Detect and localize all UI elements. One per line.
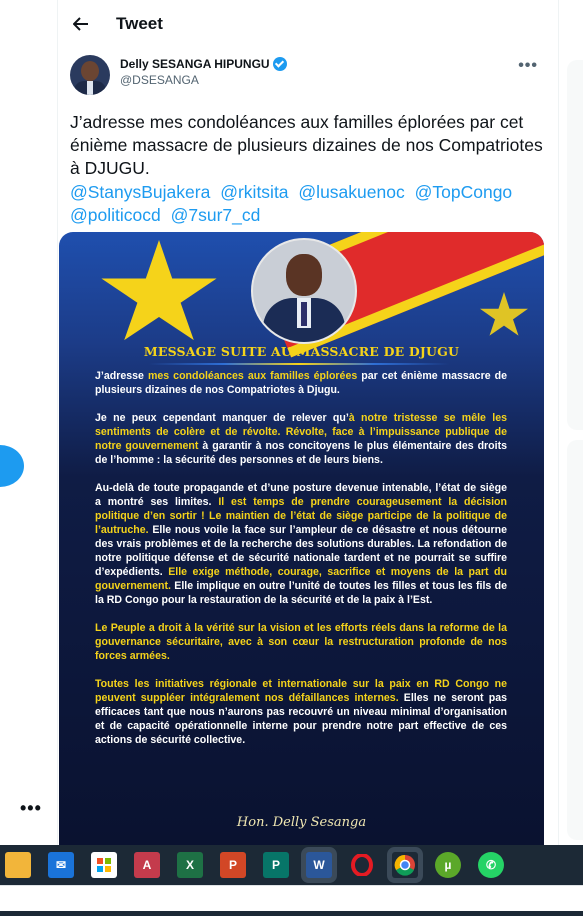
sidebar-card bbox=[567, 60, 583, 430]
poster-paragraph: Au-delà de toute propagande et d’une posture devenue intenable, l’état de siège a montré ses limites. Il est temps de prendre courageusement la décision politique d’en sortir ! Le maintien de l’état de siège participe de la politique de l’autruche. Elle nous voile la face sur l’ampleur de ce désastre et nous détourne des vrais problèmes et de la recherche des solutions durables. La refondation de notre politique défense et de sécurité nationale tardent et ne pourrait se suffire d’expédients. Elle exige méthode, courage, sacrifice et moyens de la part du gouvernement. Elle implique en outre l’unité de toutes les filles et tous les fils de la RD Congo pour la restauration de la sécurité et de la paix à l’Est. bbox=[95, 482, 507, 606]
excel-icon[interactable]: X bbox=[177, 852, 203, 878]
right-sidebar bbox=[567, 0, 583, 845]
poster-paragraph: Je ne peux cependant manquer de relever qu’à notre tristesse se mêle les sentiments de colère et de révolte. Révolte, face à l’impuissance publique de notre gouvernement à garantir à nos concitoyens le plus élémentaire des droits de l’homme : la sécurité des personnes et de leurs biens. bbox=[95, 412, 507, 466]
mention-link[interactable]: @politicocd bbox=[70, 205, 161, 225]
tweet-text: J’adresse mes condoléances aux familles éplorées par cet énième massacre de plusieurs dizaines de nos Compatriotes à DJUGU. bbox=[70, 112, 543, 178]
poster-paragraph: Toutes les initiatives régionale et internationale sur la paix en RD Congo ne peuvent suppléer intégralement nos défaillances internes. Elles ne seront pas efficaces tant que nous n’aurons pas recouvré un niveau minimal d’organisation et de capacité opérationnelle interne pour prendre notre part effective de ces actions de sécurité collective. bbox=[95, 678, 507, 746]
store-icon[interactable] bbox=[91, 852, 117, 878]
poster-paragraph: Le Peuple a droit à la vérité sur la vision et les efforts réels dans la reforme de la gouvernance sécuritaire, avec à son cœur la restructuration profonde de nos forces armées. bbox=[95, 622, 507, 662]
tweet-column bbox=[57, 0, 559, 845]
flag-star-icon bbox=[99, 240, 219, 350]
author-handle[interactable]: @DSESANGA bbox=[120, 73, 199, 87]
mention-link[interactable]: @rkitsita bbox=[220, 182, 289, 202]
folder-icon[interactable] bbox=[5, 852, 31, 878]
mention-link[interactable]: @StanysBujakera bbox=[70, 182, 211, 202]
whatsapp-icon[interactable]: ✆ bbox=[478, 852, 504, 878]
mention-link[interactable]: @lusakuenoc bbox=[298, 182, 405, 202]
mail-icon[interactable]: ✉ bbox=[48, 852, 74, 878]
verified-badge-icon bbox=[273, 57, 287, 71]
title-underline bbox=[149, 363, 449, 365]
chrome-icon[interactable] bbox=[392, 852, 418, 878]
tweet-more-icon[interactable]: ••• bbox=[518, 57, 538, 74]
portrait-photo bbox=[251, 238, 357, 344]
access-icon[interactable]: A bbox=[134, 852, 160, 878]
tweet-mentions bbox=[70, 181, 544, 227]
mention-link[interactable]: @7sur7_cd bbox=[170, 205, 261, 225]
author-name[interactable]: Delly SESANGA HIPUNGU bbox=[120, 57, 270, 71]
tweet-author bbox=[58, 55, 558, 95]
mention-link[interactable]: @TopCongo bbox=[414, 182, 513, 202]
compose-tweet-button[interactable] bbox=[0, 445, 24, 487]
powerpoint-icon[interactable]: P bbox=[220, 852, 246, 878]
more-options-icon[interactable]: ••• bbox=[20, 798, 42, 818]
poster-signature: Hon. Delly Sesanga bbox=[236, 815, 367, 830]
publisher-icon[interactable]: P bbox=[263, 852, 289, 878]
page-header bbox=[58, 0, 558, 48]
opera-icon[interactable] bbox=[349, 852, 375, 878]
avatar[interactable] bbox=[70, 55, 110, 95]
poster-paragraph: J’adresse mes condoléances aux familles éplorées par cet énième massacre de plusieurs dizaines de nos Compatriotes à Djugu. bbox=[95, 370, 507, 396]
flag-star-icon bbox=[479, 292, 529, 340]
poster-body bbox=[95, 369, 507, 761]
poster-title: MESSAGE SUITE AU MASSACRE DE DJUGU bbox=[143, 344, 460, 359]
back-arrow-icon[interactable] bbox=[72, 15, 90, 33]
windows-taskbar bbox=[0, 845, 583, 885]
page-title: Tweet bbox=[116, 14, 163, 33]
sidebar-card bbox=[567, 440, 583, 840]
word-icon[interactable]: W bbox=[306, 852, 332, 878]
bottom-strip bbox=[0, 885, 583, 916]
utorrent-icon[interactable]: µ bbox=[435, 852, 461, 878]
left-nav-rail bbox=[0, 0, 57, 845]
tweet-image[interactable] bbox=[59, 232, 544, 845]
